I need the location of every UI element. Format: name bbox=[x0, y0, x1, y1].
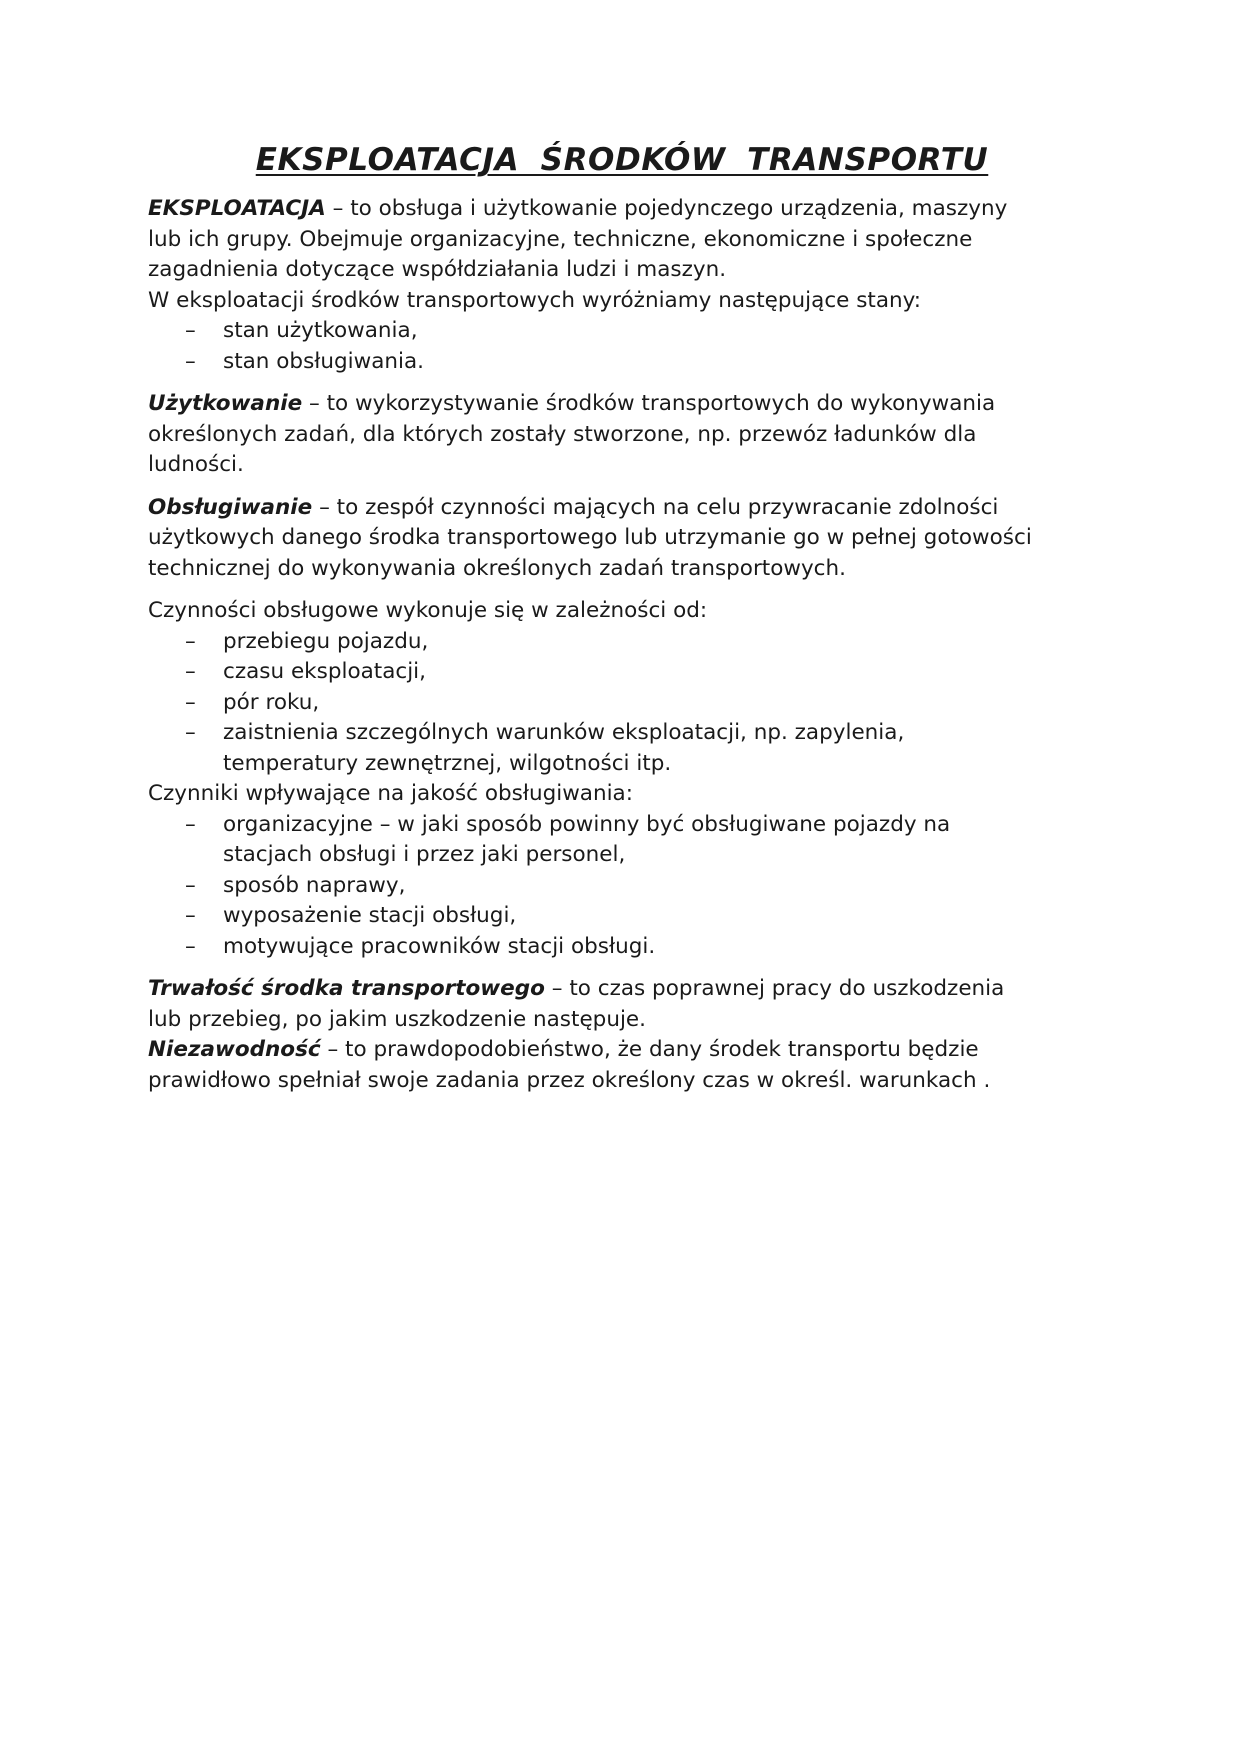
list-item-text: zaistnienia szczególnych warunków eksploatacji, np. zapylenia, bbox=[223, 720, 905, 745]
paragraph-line: technicznej do wykonywania określonych zadań transportowych. bbox=[148, 555, 846, 581]
list-item bbox=[148, 871, 1098, 902]
dash-bullet: – bbox=[185, 659, 196, 684]
list-item bbox=[148, 810, 1098, 871]
paragraph-line: określonych zadań, dla których zostały stworzone, np. przewóz ładunków dla bbox=[148, 421, 977, 447]
paragraph-line: ludności. bbox=[148, 452, 244, 477]
czynnosci-list bbox=[148, 627, 1098, 780]
paragraph bbox=[148, 1035, 1098, 1066]
states-list bbox=[148, 316, 1098, 377]
section-trwalosc bbox=[148, 974, 1098, 1035]
definition-text: – to wykorzystywanie środków transportowych do wykonywania bbox=[302, 391, 996, 416]
list-item bbox=[148, 688, 1098, 719]
list-item bbox=[148, 932, 1098, 963]
dash-bullet: – bbox=[185, 903, 196, 928]
paragraph-line: lub ich grupy. Obejmuje organizacyjne, techniczne, ekonomiczne i społeczne bbox=[148, 226, 973, 252]
factors-intro: Czynniki wpływające na jakość obsługiwania: bbox=[148, 781, 633, 806]
list-item-text: wyposażenie stacji obsługi, bbox=[223, 903, 517, 928]
list-item-text: czasu eksploatacji, bbox=[223, 659, 426, 684]
term-trwalosc: Trwałość środka transportowego bbox=[148, 976, 545, 1001]
list-item-text-continued: temperatury zewnętrznej, wilgotności itp. bbox=[223, 750, 672, 776]
definition-text: – to obsługa i użytkowanie pojedynczego urządzenia, maszyny bbox=[325, 196, 1008, 221]
definition-text: – to zespół czynności mających na celu przywracanie zdolności bbox=[312, 494, 999, 520]
list-item-text: stan użytkowania, bbox=[223, 318, 418, 343]
list-item bbox=[148, 316, 1098, 347]
document-page bbox=[148, 140, 1098, 1096]
factors-list bbox=[148, 810, 1098, 963]
list-item-text: motywujące pracowników stacji obsługi. bbox=[223, 933, 656, 959]
list-item-text: stan obsługiwania. bbox=[223, 348, 424, 374]
definition-text: – to czas poprawnej pracy do uszkodzenia bbox=[544, 976, 1005, 1001]
dash-bullet: – bbox=[185, 348, 196, 374]
dash-bullet: – bbox=[185, 628, 196, 654]
list-item-text: sposób naprawy, bbox=[223, 872, 406, 898]
list-item-text: organizacyjne – w jaki sposób powinny być obsługiwane pojazdy na bbox=[223, 811, 951, 837]
term-niezawodnosc: Niezawodność bbox=[148, 1037, 321, 1062]
list-item-text-continued: stacjach obsługi i przez jaki personel, bbox=[223, 842, 626, 867]
paragraph bbox=[148, 974, 1098, 1005]
list-item bbox=[148, 718, 1098, 779]
section-czynnosci bbox=[148, 596, 1098, 962]
paragraph-line: użytkowych danego środka transportowego lub utrzymanie go w pełnej gotowości bbox=[148, 525, 1032, 550]
paragraph-line: lub przebieg, po jakim uszkodzenie następuje. bbox=[148, 1006, 646, 1032]
list-item bbox=[148, 657, 1098, 688]
list-item bbox=[148, 901, 1098, 932]
paragraph bbox=[148, 493, 1098, 524]
dash-bullet: – bbox=[185, 811, 196, 837]
list-item-text: pór roku, bbox=[223, 689, 320, 715]
paragraph-line: zagadnienia dotyczące współdziałania ludzi i maszyn. bbox=[148, 257, 727, 282]
list-item bbox=[148, 347, 1098, 378]
dash-bullet: – bbox=[185, 872, 196, 898]
term-obslugiwanie: Obsługiwanie bbox=[148, 494, 313, 520]
dash-bullet: – bbox=[185, 933, 196, 959]
term-eksploatacja: EKSPLOATACJA bbox=[148, 196, 326, 221]
czynnosci-intro: Czynności obsługowe wykonuje się w zależności od: bbox=[148, 598, 708, 623]
states-intro: W eksploatacji środków transportowych wyróżniamy następujące stany: bbox=[148, 287, 922, 313]
section-uzytkowanie bbox=[148, 389, 1098, 481]
paragraph-line: prawidłowo spełniał swoje zadania przez określony czas w określ. warunkach . bbox=[148, 1067, 991, 1093]
list-item-text: przebiegu pojazdu, bbox=[223, 628, 429, 654]
dash-bullet: – bbox=[185, 689, 196, 715]
document-title: EKSPLOATACJA ŚRODKÓW TRANSPORTU bbox=[255, 142, 989, 178]
paragraph bbox=[148, 389, 1098, 420]
term-uzytkowanie: Użytkowanie bbox=[148, 391, 303, 416]
section-eksploatacja bbox=[148, 194, 1098, 377]
dash-bullet: – bbox=[185, 318, 196, 343]
definition-text: – to prawdopodobieństwo, że dany środek transportu będzie bbox=[320, 1037, 979, 1062]
paragraph bbox=[148, 194, 1098, 225]
list-item bbox=[148, 627, 1098, 658]
section-obslugiwanie bbox=[148, 493, 1098, 585]
dash-bullet: – bbox=[185, 720, 196, 745]
section-niezawodnosc bbox=[148, 1035, 1098, 1096]
